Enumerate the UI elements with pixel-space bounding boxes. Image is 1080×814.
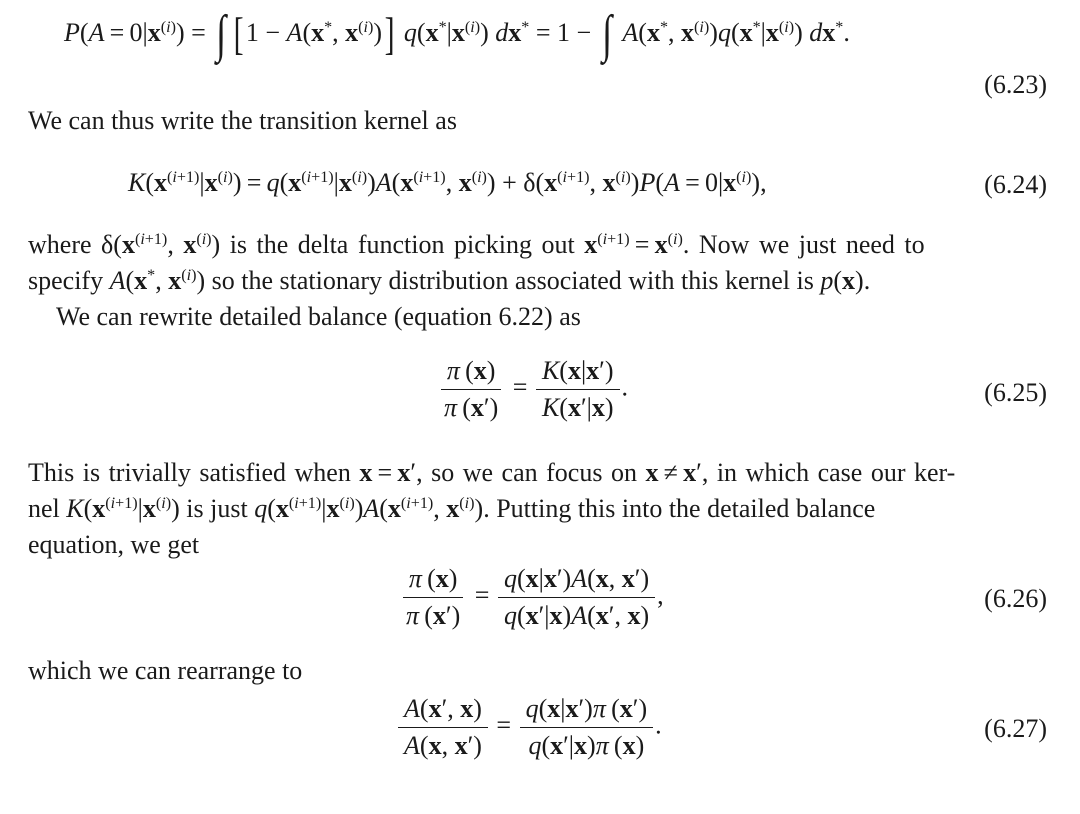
equation-number-6-27: (6.27) bbox=[984, 714, 1047, 743]
paragraph-delta-line1: where $\delta(x^{(i+1)}$, $x^{(i)}$) is the delta function picking out $x^{(i+1)} = x^{(i)}$. Now we just need to bbox=[28, 230, 925, 259]
equation-6-24: $K(x^{(i+1)}|x^{(i)}) = q(x^{(i+1)}|x^{(i)})A(x^{(i+1)}$, $x^{(i)}) + \delta(x^{(i+1)}$, $x^{(i)})P(A = 0|x^{(i)})$, bbox=[128, 168, 767, 197]
paragraph-trivial-line2: nel $K(x^{(i+1)}|x^{(i)})$ is just $q(x^{(i+1)}|x^{(i)})A(x^{(i+1)}$, $x^{(i)}$). Putting this into the detailed balance bbox=[28, 494, 876, 523]
paragraph-delta-line2: specify A(x*, $x^{(i)}$) so the stationary distribution associated with this kernel is p(x). bbox=[28, 266, 871, 295]
equation-number-6-25: (6.25) bbox=[984, 378, 1047, 407]
text-rearrange: which we can rearrange to bbox=[28, 656, 303, 685]
text-rewrite-detailed-balance: We can rewrite detailed balance (equation 6.22) as bbox=[56, 302, 581, 331]
equation-number-6-23: (6.23) bbox=[984, 70, 1047, 99]
equation-6-23: $P(A = 0|x^{(i)})$ = ∫ [ 1 − A(x*, $x^{(i)}$)] $q(x^*|x^{(i)}) dx^* = 1$ − ∫ A(x*, $x^{(i)})q(x^*|x^{(i)})$ dx*. bbox=[64, 6, 850, 63]
equation-6-26: $\frac{\pi (x)}{\pi (x')}$ = $\frac{q(x|x')A(x, x')}{q(x'|x)A(x', x)}$ , bbox=[398, 564, 664, 631]
equation-number-6-26: (6.26) bbox=[984, 584, 1047, 613]
equation-6-27: $\frac{A(x', x)}{A(x, x')}$ = $\frac{q(x|x')\pi (x')}{q(x'|x)\pi (x)}$ . bbox=[396, 694, 662, 761]
text-transition-kernel: We can thus write the transition kernel as bbox=[28, 106, 457, 135]
paragraph-trivial-line3: equation, we get bbox=[28, 530, 200, 559]
equation-6-25: $\frac{\pi (x)}{\pi (x')}$ = $\frac{K(x|x')}{K(x'|x)}$ . bbox=[436, 356, 628, 423]
equation-number-6-24: (6.24) bbox=[984, 170, 1047, 199]
paragraph-trivial-line1: This is trivially satisfied when x = x′, so we can focus on x ≠ x′, in which case our ker- bbox=[28, 458, 956, 487]
